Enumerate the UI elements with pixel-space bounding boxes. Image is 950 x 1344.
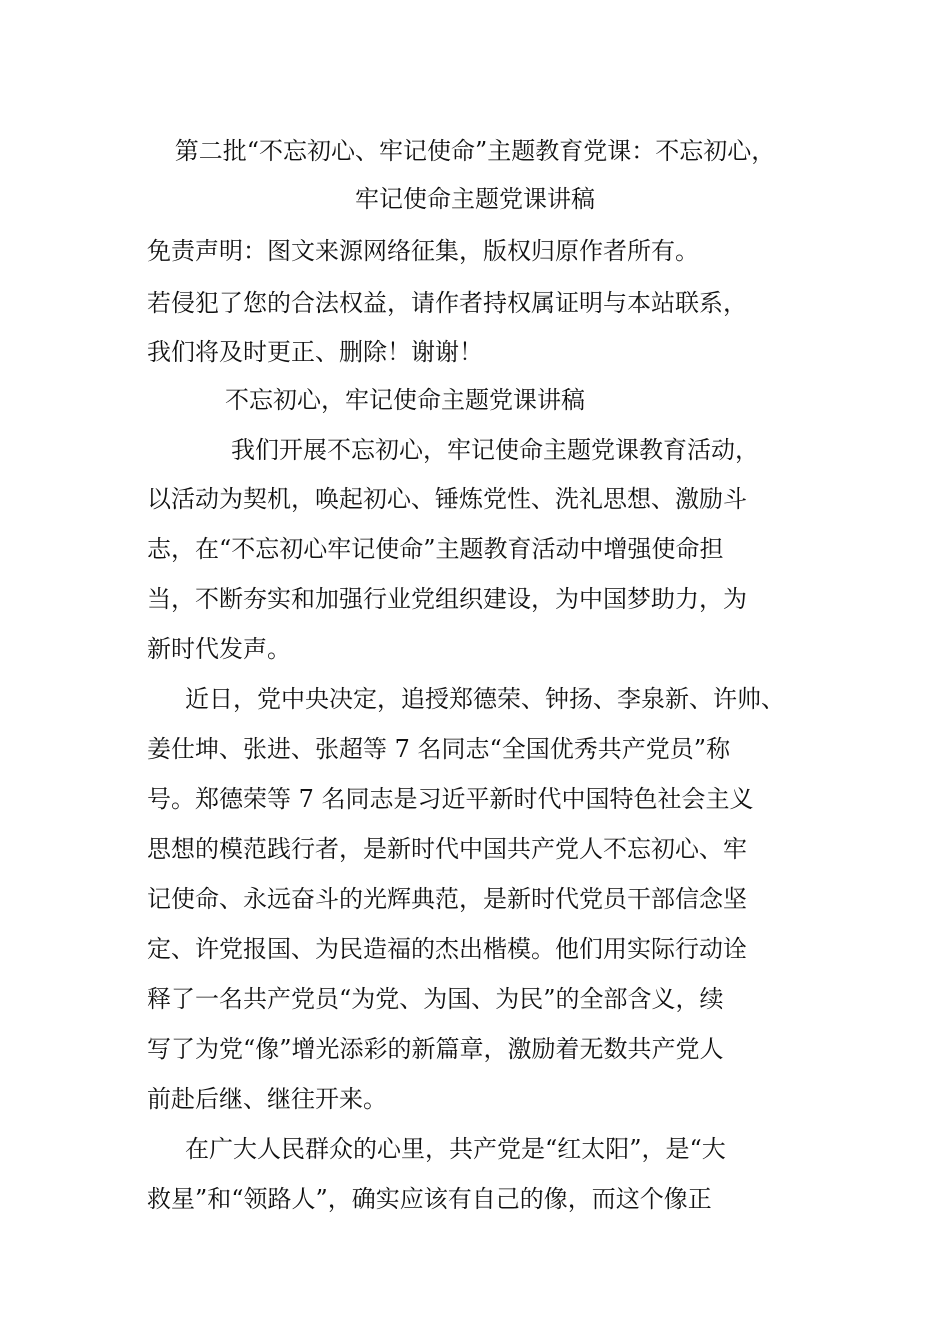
- paragraph-3-line-1: 在广大人民群众的心里，共产党是“红太阳”，是“大: [185, 1135, 726, 1163]
- paragraph-1-line-4: 当，不断夯实和加强行业党组织建设，为中国梦助力，为: [147, 585, 747, 613]
- paragraph-2-line-2: 姜仕坤、张进、张超等 7 名同志“全国优秀共产党员”称: [147, 735, 731, 763]
- paragraph-2-line-6: 定、许党报国、为民造福的杰出楷模。他们用实际行动诠: [147, 935, 747, 963]
- paragraph-1-line-1: 我们开展不忘初心，牢记使命主题党课教育活动，: [231, 436, 759, 464]
- document-title-line-1: 第二批“不忘初心、牢记使命”主题教育党课：不忘初心，: [174, 137, 776, 165]
- paragraph-2-line-4: 思想的模范践行者，是新时代中国共产党人不忘初心、牢: [147, 835, 747, 863]
- paragraph-2-line-1: 近日，党中央决定，追授郑德荣、钟扬、李泉新、许帅、: [185, 685, 785, 713]
- paragraph-2-line-7: 释了一名共产党员“为党、为国、为民”的全部含义，续: [147, 985, 724, 1013]
- paragraph-2-line-8: 写了为党“像”增光添彩的新篇章，激励着无数共产党人: [147, 1035, 724, 1063]
- disclaimer-line-2: 若侵犯了您的合法权益，请作者持权属证明与本站联系，: [147, 289, 747, 317]
- document-title-line-2: 牢记使命主题党课讲稿: [355, 185, 595, 213]
- disclaimer-line-3: 我们将及时更正、删除！谢谢！: [147, 338, 483, 366]
- paragraph-2-line-9: 前赴后继、继往开来。: [147, 1085, 387, 1113]
- disclaimer-line-1: 免责声明：图文来源网络征集，版权归原作者所有。: [147, 237, 699, 265]
- paragraph-1-line-3: 志，在“不忘初心牢记使命”主题教育活动中增强使命担: [147, 535, 724, 563]
- paragraph-1-line-2: 以活动为契机，唤起初心、锤炼党性、洗礼思想、激励斗: [147, 485, 747, 513]
- document-subtitle: 不忘初心，牢记使命主题党课讲稿: [225, 386, 585, 414]
- paragraph-1-line-5: 新时代发声。: [147, 635, 291, 663]
- paragraph-3-line-2: 救星”和“领路人”，确实应该有自己的像，而这个像正: [147, 1185, 712, 1213]
- paragraph-2-line-3: 号。郑德荣等 7 名同志是习近平新时代中国特色社会主义: [147, 785, 754, 813]
- paragraph-2-line-5: 记使命、永远奋斗的光辉典范，是新时代党员干部信念坚: [147, 885, 747, 913]
